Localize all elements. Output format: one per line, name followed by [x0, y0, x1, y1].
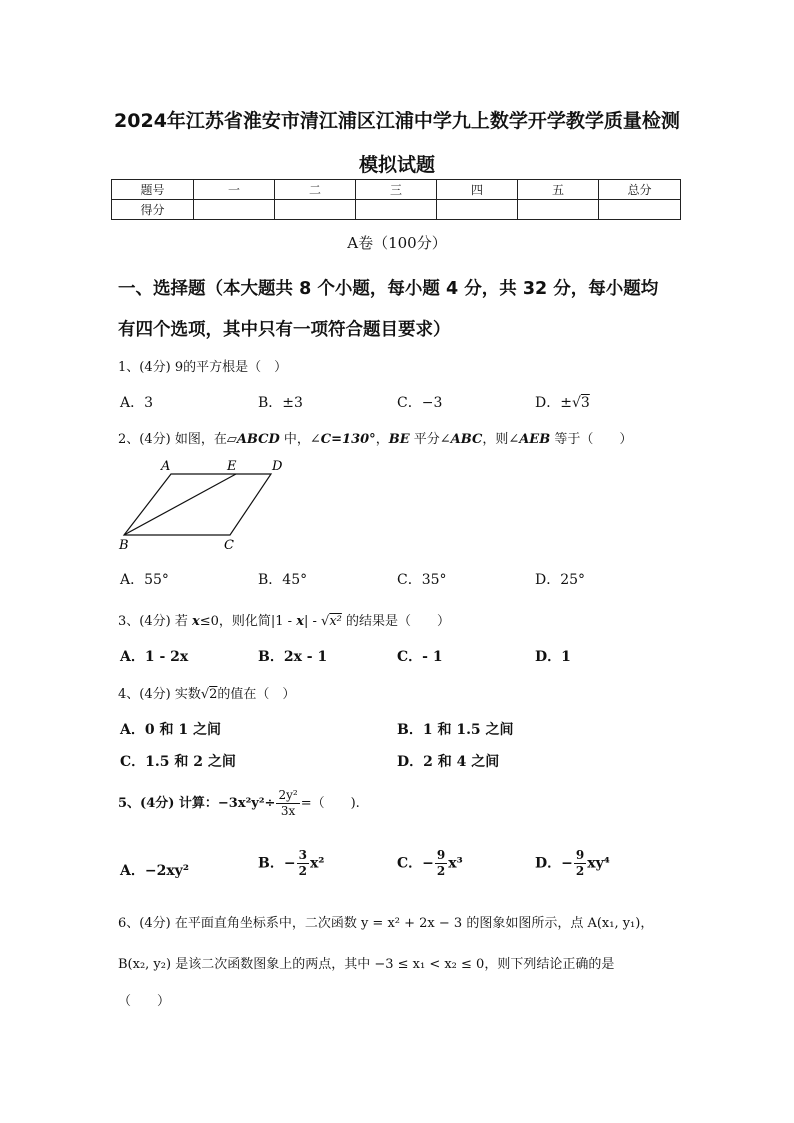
q2-option-c: C．35°	[397, 572, 447, 588]
label-e: E	[227, 459, 237, 474]
q5-b-fraction	[297, 848, 309, 879]
q5-stem-part: =（ ).	[300, 796, 360, 811]
q2-var-be: BE	[388, 432, 410, 447]
section-1-heading-line1: 一、选择题（本大题共 8 个小题，每小题 4 分，共 32 分，每小题均	[118, 279, 659, 299]
q2-angle-c: C=130°	[320, 432, 376, 447]
q4-option-b: B．1 和 1.5 之间	[397, 722, 514, 738]
q5-fraction	[276, 788, 299, 819]
score-cell	[437, 200, 518, 220]
q4-option-a: A．0 和 1 之间	[120, 722, 221, 738]
q4-stem-part: 的值在（ ）	[217, 687, 296, 702]
question-6-line2: B(x₂, y₂) 是该二次函数图象上的两点，其中 −3 ≤ x₁ < x₂ ≤ 0，则下列结论正确的是	[118, 957, 615, 972]
q5-option-d	[535, 848, 610, 879]
q3-stem-part: 的结果是（ ）	[341, 614, 450, 629]
q2-var-aeb: AEB	[519, 432, 551, 447]
segment-be	[124, 474, 236, 535]
score-header-cell: 二	[275, 180, 356, 200]
q3-stem-part: 3、(4分) 若	[118, 614, 192, 629]
q2-var-abcd: ABCD	[236, 432, 280, 447]
section-a-heading: A卷（100分）	[347, 234, 447, 252]
q5-option-c	[397, 848, 463, 879]
q3-var-x: x	[191, 614, 200, 629]
q3-option-b: B．2x - 1	[258, 649, 328, 665]
question-6-line1: 6、(4分) 在平面直角坐标系中，二次函数 y = x² + 2x − 3 的图象如图所示，点 A(x₁, y₁)，	[118, 916, 654, 931]
q3-option-a: A．1 - 2x	[120, 649, 189, 665]
q2-stem-part: 中，∠	[279, 432, 321, 447]
q3-stem-part: ≤0，则化简|1 -	[199, 614, 297, 629]
q5-b-suffix: x²	[309, 855, 325, 872]
label-c: C	[224, 538, 234, 553]
q5-b-denominator: 2	[298, 864, 307, 878]
q2-option-b: B．45°	[258, 572, 308, 588]
label-d: D	[272, 459, 283, 474]
question-6-line3: （ ）	[118, 994, 171, 1009]
q5-c-numerator: 9	[436, 848, 446, 862]
q3-option-d: D．1	[535, 649, 571, 665]
q5-c-suffix: x³	[448, 855, 463, 872]
q5-c-fraction	[435, 848, 447, 879]
q1-option-c: C．−3	[397, 395, 443, 411]
q4-stem-part: 4、(4分) 实数	[118, 687, 201, 702]
q5-d-denominator: 2	[575, 864, 585, 878]
sqrt-sign: √	[571, 395, 581, 411]
q2-stem-part: ，则∠	[482, 432, 520, 447]
q1-option-a: A．3	[120, 395, 154, 411]
q3-radicand: x²	[329, 614, 342, 629]
score-header-cell: 一	[194, 180, 275, 200]
score-row-label: 得分	[112, 200, 194, 220]
q2-option-a: A．55°	[120, 572, 169, 588]
score-cell	[518, 200, 599, 220]
score-cell	[194, 200, 275, 220]
q5-c-prefix: C．−	[397, 855, 434, 872]
label-a: A	[161, 459, 171, 474]
q1-option-d	[535, 392, 590, 412]
q2-stem-part: 等于（ ）	[550, 432, 633, 447]
score-header-cell: 题号	[112, 180, 194, 200]
sqrt-sign: √	[321, 614, 330, 629]
score-table-score-row	[112, 200, 681, 220]
q1-option-b: B．±3	[258, 395, 303, 411]
q2-option-d: D．25°	[535, 572, 586, 588]
question-3-stem	[118, 610, 450, 629]
sqrt-sign: √	[200, 687, 210, 702]
q5-c-denominator: 2	[436, 864, 446, 878]
question-1-stem: 1、(4分) 9的平方根是（ ）	[118, 360, 288, 375]
q5-d-numerator: 9	[575, 848, 585, 862]
q2-stem-part: 2、(4分) 如图，在▱	[118, 432, 237, 447]
q5-b-prefix: B．−	[258, 855, 296, 872]
q3-var-x: x	[296, 614, 304, 629]
q5-fraction-denominator: 3x	[280, 804, 296, 818]
exam-title-line2: 模拟试题	[358, 154, 435, 176]
score-header-cell: 总分	[599, 180, 681, 200]
q3-option-c: C．- 1	[397, 649, 443, 665]
parallelogram-abcd	[124, 474, 271, 535]
question-2-stem	[118, 428, 632, 447]
q5-d-prefix: D．−	[535, 855, 573, 872]
q5-option-a: A．−2xy²	[120, 863, 189, 879]
score-table-header-row	[112, 180, 681, 200]
q2-stem-part: ，	[375, 432, 389, 447]
q2-var-abc: ABC	[450, 432, 483, 447]
question-5-stem	[118, 788, 360, 819]
q5-option-b	[258, 848, 324, 879]
q5-d-fraction	[574, 848, 586, 879]
parallelogram-figure	[112, 455, 292, 555]
q5-b-numerator: 3	[298, 848, 307, 862]
q5-stem-part: 5、(4分) 计算：−3x²y²÷	[118, 796, 276, 811]
exam-title-line1: 2024年江苏省淮安市清江浦区江浦中学九上数学开学教学质量检测	[114, 110, 680, 132]
score-header-cell: 四	[437, 180, 518, 200]
question-4-stem	[118, 683, 295, 702]
score-cell	[599, 200, 681, 220]
q3-stem-part: | -	[303, 614, 322, 629]
score-header-cell: 五	[518, 180, 599, 200]
section-1-heading-line2: 有四个选项，其中只有一项符合题目要求）	[118, 320, 451, 340]
q1-option-d-prefix: D．±	[535, 395, 572, 411]
score-cell	[275, 200, 356, 220]
q2-stem-part: 平分∠	[409, 432, 451, 447]
q4-option-d: D．2 和 4 之间	[397, 754, 500, 770]
score-cell	[356, 200, 437, 220]
q4-radicand: 2	[209, 687, 218, 702]
q1-option-d-radicand: 3	[580, 395, 590, 411]
q5-fraction-numerator: 2y²	[278, 788, 298, 802]
label-b: B	[119, 538, 129, 553]
q4-option-c: C．1.5 和 2 之间	[120, 754, 236, 770]
score-table	[111, 179, 681, 220]
q5-d-suffix: xy⁴	[587, 855, 610, 872]
score-header-cell: 三	[356, 180, 437, 200]
